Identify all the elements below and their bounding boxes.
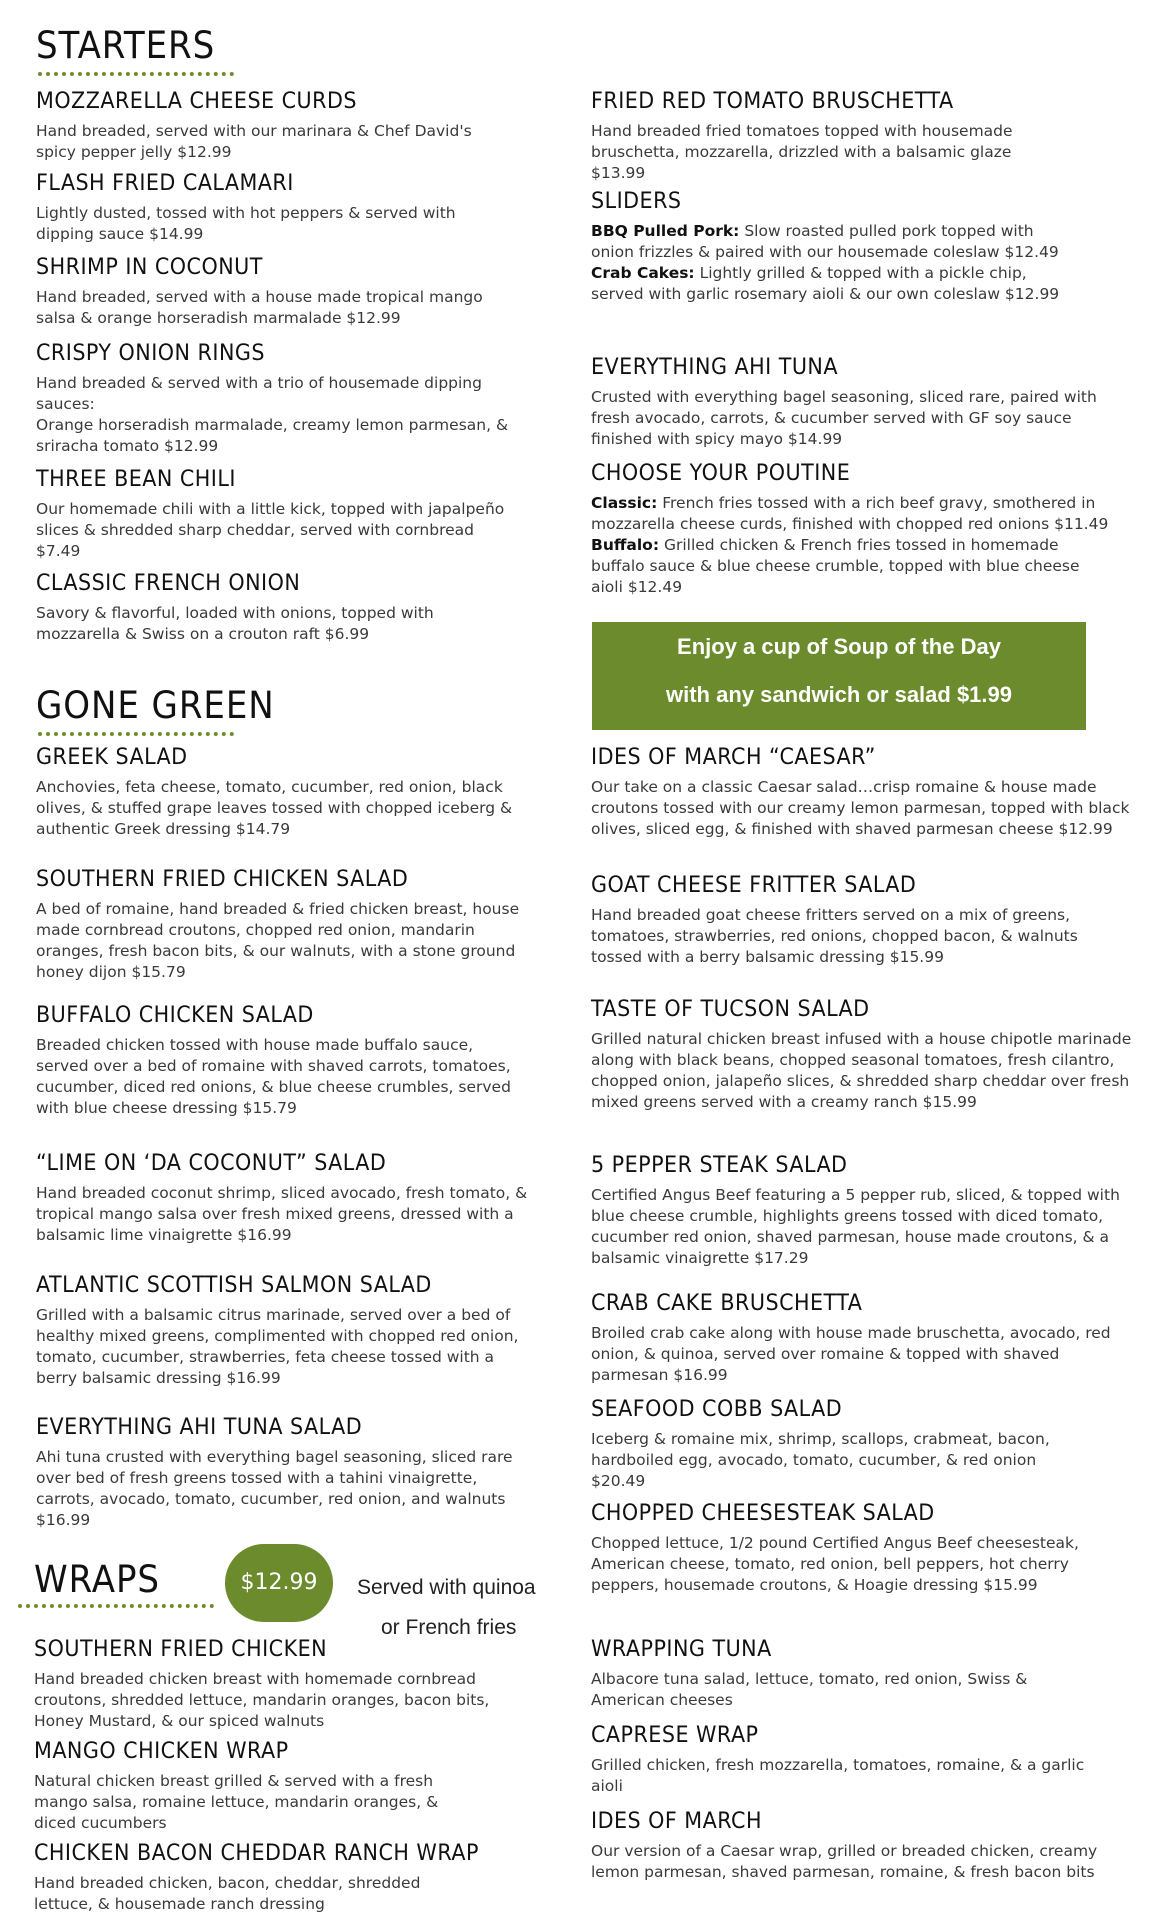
item-name: “LIME ON ‘DA COCONUT” SALAD	[36, 1151, 387, 1176]
item-description: Hand breaded, served with our marinara & Chef David's spicy pepper jelly $12.99	[36, 122, 472, 161]
item-description: Chopped lettuce, 1/2 pound Certified Angus Beef cheesesteak, American cheese, tomato, red onion, bell peppers, hot cherry peppers, housemade croutons, & Hoagie dressing $15.99	[591, 1534, 1079, 1594]
item-description: Albacore tuna salad, lettuce, tomato, red onion, Swiss & American cheeses	[591, 1670, 1028, 1709]
item-description: Grilled with a balsamic citrus marinade, served over a bed of healthy mixed greens, complimented with chopped red onion, tomato, cucumber, strawberries, feta cheese tossed with a berry balsamic dressing $16.99	[36, 1306, 519, 1387]
item-name: GOAT CHEESE FRITTER SALAD	[591, 873, 917, 898]
menu-item	[36, 340, 556, 457]
item-name: SLIDERS	[591, 189, 682, 214]
item-name: CLASSIC FRENCH ONION	[36, 571, 301, 596]
item-name: CHICKEN BACON CHEDDAR RANCH WRAP	[34, 1841, 479, 1866]
item-name: FRIED RED TOMATO BRUSCHETTA	[591, 89, 954, 114]
menu-item	[591, 996, 1136, 1113]
gone-green-title: GONE GREEN	[36, 684, 275, 727]
menu-item	[591, 744, 1136, 840]
item-name: SOUTHERN FRIED CHICKEN	[34, 1637, 328, 1662]
soup-promo-line1: Enjoy a cup of Soup of the Day	[677, 634, 1001, 659]
item-description: Savory & flavorful, loaded with onions, topped with mozzarella & Swiss on a crouton raft $6.99	[36, 604, 434, 643]
menu-item	[36, 1272, 556, 1389]
menu-item	[36, 254, 556, 329]
menu-item	[591, 872, 1136, 968]
soup-promo-banner	[592, 622, 1086, 730]
item-sub-label: Buffalo:	[591, 536, 660, 554]
item-description: Breaded chicken tossed with house made buffalo sauce, served over a bed of romaine with shaved carrots, tomatoes, cucumber, diced red onions, & blue cheese crumbles, served with blue cheese dressing $15.79	[36, 1036, 511, 1117]
menu-item	[34, 1840, 554, 1915]
item-description: Broiled crab cake along with house made bruschetta, avocado, red onion, & quinoa, served over romaine & topped with shaved parmesan $16.99	[591, 1324, 1111, 1384]
item-description	[591, 221, 1061, 305]
item-description-line: Orange horseradish marmalade, creamy lemon parmesan, & sriracha tomato $12.99	[36, 416, 509, 455]
menu-item	[36, 88, 556, 163]
item-description	[591, 493, 1116, 598]
item-name: CRAB CAKE BRUSCHETTA	[591, 1291, 863, 1316]
item-sub-entry	[591, 535, 1116, 598]
item-sub-text: Slow roasted pulled pork topped with onion frizzles & paired with our housemade coleslaw $12.49	[591, 222, 1059, 261]
wraps-title: WRAPS	[34, 1558, 160, 1601]
item-description: Crusted with everything bagel seasoning, sliced rare, paired with fresh avocado, carrots, & cucumber served with GF soy sauce finished with spicy mayo $14.99	[591, 388, 1097, 448]
item-description: Our homemade chili with a little kick, topped with japalpeño slices & shredded sharp cheddar, served with cornbread $7.49	[36, 500, 505, 560]
item-name: WRAPPING TUNA	[591, 1637, 772, 1662]
item-description: Certified Angus Beef featuring a 5 pepper rub, sliced, & topped with blue cheese crumble, highlights greens tossed with diced tomato, cucumber red onion, shaved parmesan, house made croutons, & a balsamic vinaigrette $17.29	[591, 1186, 1120, 1267]
item-name: SEAFOOD COBB SALAD	[591, 1397, 843, 1422]
item-name: THREE BEAN CHILI	[36, 467, 236, 492]
menu-item	[591, 1808, 1136, 1883]
wraps-divider	[18, 1604, 214, 1608]
wraps-price-badge: $12.99	[225, 1544, 333, 1622]
item-description: Anchovies, feta cheese, tomato, cucumber, red onion, black olives, & stuffed grape leaves tossed with chopped iceberg & authentic Greek dressing $14.79	[36, 778, 513, 838]
item-name: ATLANTIC SCOTTISH SALMON SALAD	[36, 1273, 432, 1298]
item-name: IDES OF MARCH “CAESAR”	[591, 745, 876, 770]
item-sub-label: Classic:	[591, 494, 658, 512]
item-description: Our version of a Caesar wrap, grilled or breaded chicken, creamy lemon parmesan, shaved parmesan, romaine, & fresh bacon bits	[591, 1842, 1098, 1881]
item-name: IDES OF MARCH	[591, 1809, 762, 1834]
menu-item	[36, 570, 556, 645]
item-description: Grilled chicken, fresh mozzarella, tomatoes, romaine, & a garlic aioli	[591, 1756, 1085, 1795]
item-name: 5 PEPPER STEAK SALAD	[591, 1153, 848, 1178]
menu-item	[591, 1500, 1136, 1596]
menu-item	[591, 1722, 1136, 1797]
menu-item	[591, 1290, 1136, 1386]
item-description: Hand breaded goat cheese fritters served on a mix of greens, tomatoes, strawberries, red onions, chopped bacon, & walnuts tossed with a berry balsamic dressing $15.99	[591, 906, 1078, 966]
item-description: Hand breaded chicken, bacon, cheddar, shredded lettuce, & housemade ranch dressing	[34, 1874, 421, 1913]
menu-item	[36, 1414, 556, 1531]
item-sub-entry	[591, 263, 1061, 305]
item-name: TASTE OF TUCSON SALAD	[591, 997, 870, 1022]
starters-divider	[38, 72, 234, 76]
item-description: Ahi tuna crusted with everything bagel seasoning, sliced rare over bed of fresh greens tossed with a tahini vinaigrette, carrots, avocado, tomato, cucumber, red onion, and walnuts $16.99	[36, 1448, 513, 1529]
menu-item	[34, 1738, 554, 1834]
item-description-line: Hand breaded & served with a trio of housemade dipping sauces:	[36, 374, 482, 413]
item-name: CHOPPED CHEESESTEAK SALAD	[591, 1501, 935, 1526]
menu-item	[591, 354, 1136, 450]
item-name: EVERYTHING AHI TUNA SALAD	[36, 1415, 363, 1440]
item-sub-text: Grilled chicken & French fries tossed in homemade buffalo sauce & blue cheese crumble, topped with blue cheese aioli $12.49	[591, 536, 1080, 596]
menu-item	[36, 466, 556, 562]
item-name: FLASH FRIED CALAMARI	[36, 171, 294, 196]
menu-item	[591, 1636, 1136, 1711]
menu-item	[36, 1150, 556, 1246]
wraps-served-line1: Served with quinoa	[357, 1576, 536, 1599]
item-name: CHOOSE YOUR POUTINE	[591, 461, 851, 486]
item-sub-label: BBQ Pulled Pork:	[591, 222, 740, 240]
item-sub-text: Lightly grilled & topped with a pickle chip, served with garlic rosemary aioli & our own coleslaw $12.99	[591, 264, 1060, 303]
item-name: GREEK SALAD	[36, 745, 188, 770]
menu-item	[36, 1002, 556, 1119]
menu-item	[591, 88, 1136, 184]
item-name: SOUTHERN FRIED CHICKEN SALAD	[36, 867, 409, 892]
item-sub-entry	[591, 493, 1116, 535]
menu-item	[591, 1396, 1136, 1492]
item-name: MANGO CHICKEN WRAP	[34, 1739, 289, 1764]
menu-item	[591, 1152, 1136, 1269]
starters-title: STARTERS	[36, 24, 216, 67]
item-description	[36, 373, 526, 457]
item-name: BUFFALO CHICKEN SALAD	[36, 1003, 314, 1028]
item-description: Lightly dusted, tossed with hot peppers & served with dipping sauce $14.99	[36, 204, 456, 243]
item-description: Our take on a classic Caesar salad…crisp romaine & house made croutons tossed with our creamy lemon parmesan, topped with black olives, sliced egg, & finished with shaved parmesan cheese $12.99	[591, 778, 1130, 838]
item-sub-label: Crab Cakes:	[591, 264, 695, 282]
soup-promo-line2: with any sandwich or salad $1.99	[665, 682, 1013, 707]
gone-green-divider	[38, 732, 234, 736]
item-sub-entry	[591, 221, 1061, 263]
item-name: EVERYTHING AHI TUNA	[591, 355, 838, 380]
menu-item	[36, 744, 556, 840]
menu-item	[36, 170, 556, 245]
item-name: SHRIMP IN COCONUT	[36, 255, 263, 280]
item-name: CRISPY ONION RINGS	[36, 341, 265, 366]
item-name: CAPRESE WRAP	[591, 1723, 759, 1748]
item-description: Hand breaded fried tomatoes topped with housemade bruschetta, mozzarella, drizzled with a balsamic glaze $13.99	[591, 122, 1013, 182]
item-description: Hand breaded chicken breast with homemade cornbread croutons, shredded lettuce, mandarin oranges, bacon bits, Honey Mustard, & our spiced walnuts	[34, 1670, 490, 1730]
item-sub-text: French fries tossed with a rich beef gravy, smothered in mozzarella cheese curds, finished with chopped red onions $11.49	[591, 494, 1109, 533]
menu-item	[591, 460, 1136, 598]
item-description: Hand breaded coconut shrimp, sliced avocado, fresh tomato, & tropical mango salsa over fresh mixed greens, dressed with a balsamic lime vinaigrette $16.99	[36, 1184, 528, 1244]
menu-item	[34, 1636, 554, 1732]
item-name: MOZZARELLA CHEESE CURDS	[36, 89, 357, 114]
menu-item	[36, 866, 556, 983]
wraps-served-line2: or French fries	[381, 1616, 517, 1639]
item-description: Hand breaded, served with a house made tropical mango salsa & orange horseradish marmalade $12.99	[36, 288, 483, 327]
item-description: Natural chicken breast grilled & served with a fresh mango salsa, romaine lettuce, mandarin oranges, & diced cucumbers	[34, 1772, 439, 1832]
menu-item	[591, 188, 1136, 305]
item-description: Grilled natural chicken breast infused with a house chipotle marinade along with black beans, chopped seasonal tomatoes, fresh cilantro, chopped onion, jalapeño slices, & shredded sharp cheddar over fresh mixed greens served with a creamy ranch $15.99	[591, 1030, 1132, 1111]
item-description: A bed of romaine, hand breaded & fried chicken breast, house made cornbread croutons, chopped red onion, mandarin oranges, fresh bacon bits, & our walnuts, with a stone ground honey dijon $15.79	[36, 900, 520, 981]
item-description: Iceberg & romaine mix, shrimp, scallops, crabmeat, bacon, hardboiled egg, avocado, tomato, cucumber, & red onion $20.49	[591, 1430, 1050, 1490]
